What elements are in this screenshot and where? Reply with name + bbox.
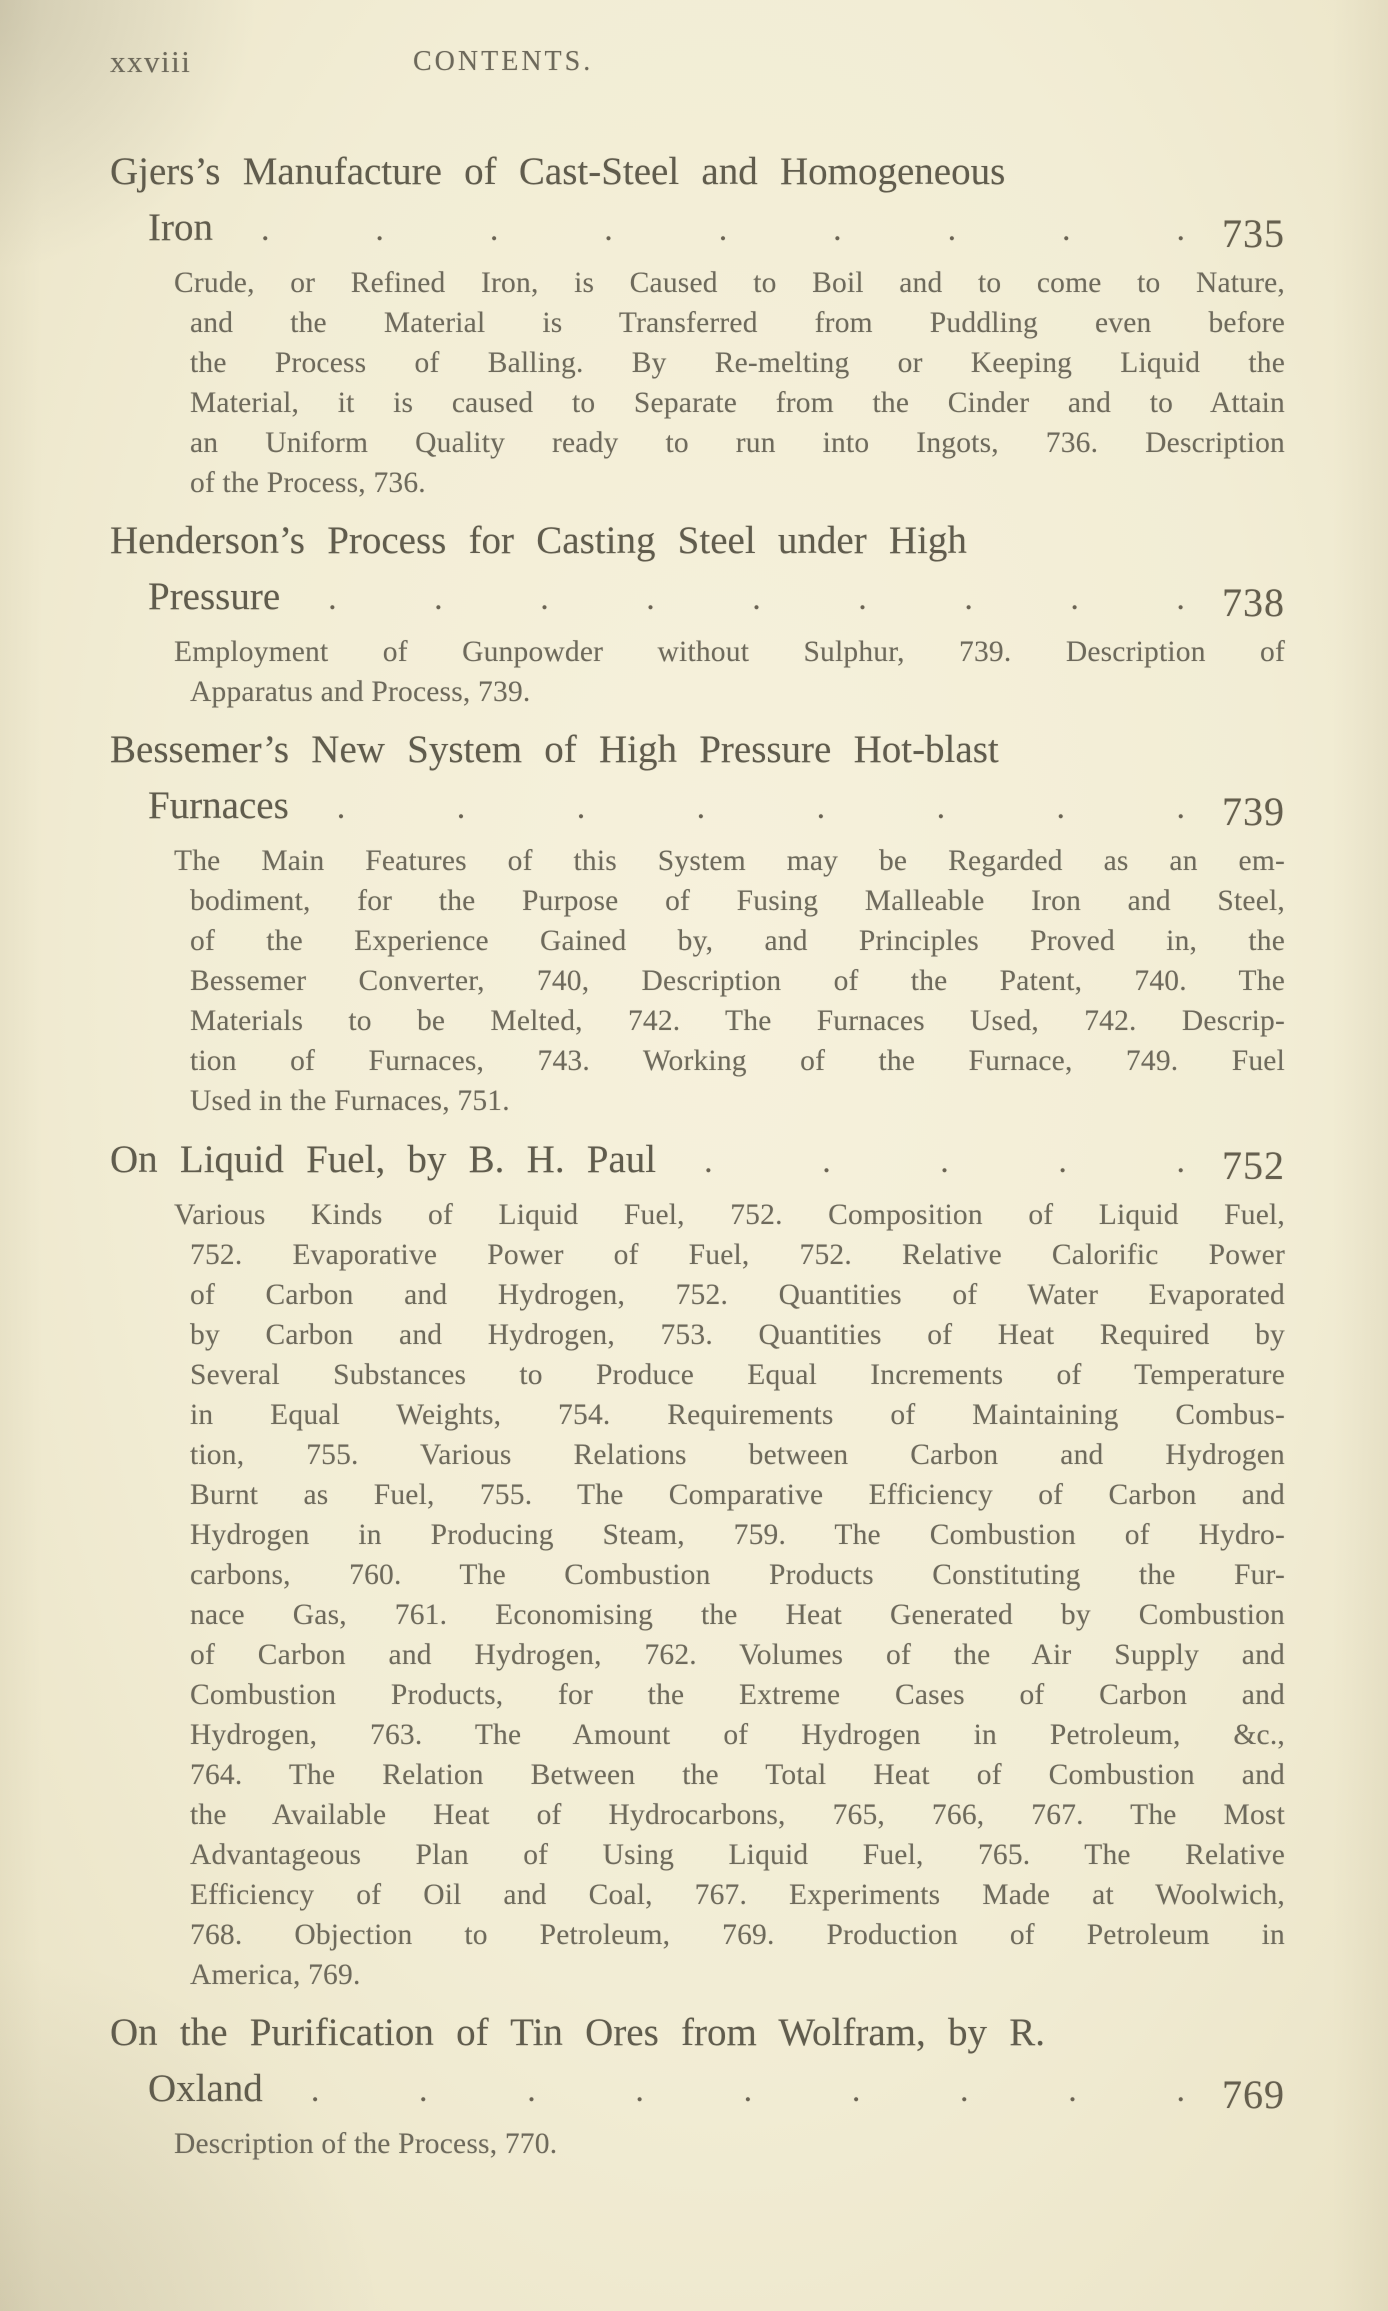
toc-entry [110,144,1285,503]
entry-page-number: 739 [1222,789,1285,834]
leader-dot: . [964,580,973,617]
entry-page-number: 752 [1222,1143,1285,1188]
entry-title-row [110,568,1285,626]
entry-summary [110,263,1285,503]
dot-leader [263,2063,1211,2118]
summary-line: Several Substances to Produce Equal Increments of Temperature [190,1359,1285,1391]
summary-line: Hydrogen in Producing Steam, 759. The Combustion of Hydro- [190,1519,1285,1551]
leader-dot: . [328,580,337,617]
leader-dot: . [833,211,842,248]
entry-summary [110,841,1285,1121]
leader-dot: . [1070,580,1079,617]
leader-dot: . [527,2072,536,2109]
entry-title-line: Gjers’s Manufacture of Cast-Steel and Homogeneous [110,150,1006,193]
entry-title-line: Bessemer’s New System of High Pressure Hot-blast [110,728,999,771]
entry-title-line: Pressure [148,575,281,618]
leader-dot: . [858,580,867,617]
page-content [110,42,1285,2164]
summary-line: in Equal Weights, 754. Requirements of Maintaining Combus- [190,1399,1285,1431]
summary-line: Description of the Process, 770. [174,2128,558,2160]
summary-line: by Carbon and Hydrogen, 753. Quantities of Heat Required by [190,1319,1285,1351]
leader-dot: . [456,789,466,826]
dot-leader [213,202,1211,257]
entry-title-row [110,199,1285,257]
entry-title-line: On the Purification of Tin Ores from Wolfram, by R. [110,2011,1045,2054]
leader-dot: . [419,2072,428,2109]
leader-dot: . [1176,580,1185,617]
leader-dot: . [375,211,384,248]
leader-dot: . [646,580,655,617]
leader-dot: . [576,789,586,826]
summary-line: 768. Objection to Petroleum, 769. Production of Petroleum in [190,1919,1285,1951]
leader-dot: . [1176,1143,1185,1180]
summary-line: Hydrogen, 763. The Amount of Hydrogen in Petroleum, &c., [190,1719,1285,1751]
summary-line: Burnt as Fuel, 755. The Comparative Efficiency of Carbon and [190,1479,1285,1511]
leader-dot: . [743,2072,753,2109]
leader-dot: . [336,789,346,826]
summary-line: tion of Furnaces, 743. Working of the Furnace, 749. Fuel [190,1045,1285,1077]
summary-line: Crude, or Refined Iron, is Caused to Boil and to come to Nature, [174,267,1285,299]
summary-line: Efficiency of Oil and Coal, 767. Experiments Made at Woolwich, [190,1879,1285,1911]
entry-summary [110,1195,1285,1995]
summary-line: 752. Evaporative Power of Fuel, 752. Relative Calorific Power [190,1239,1285,1271]
entry-title-row [110,2060,1285,2118]
entry-summary [110,2124,1285,2164]
entry-page-number: 738 [1222,580,1285,625]
summary-line: Materials to be Melted, 742. The Furnaces Used, 742. Descrip- [190,1005,1285,1037]
summary-line: Employment of Gunpowder without Sulphur, 739. Description of [174,636,1285,668]
summary-line: and the Material is Transferred from Puddling even before [190,307,1285,339]
entry-page-number: 769 [1222,2072,1285,2117]
summary-line: carbons, 760. The Combustion Products Constituting the Fur- [190,1559,1285,1591]
leader-dot: . [1176,2072,1185,2109]
summary-line: Bessemer Converter, 740, Description of the Patent, 740. The [190,965,1285,997]
leader-dot: . [704,1143,713,1180]
running-title: CONTENTS. [413,46,594,77]
summary-line: of the Process, 736. [190,467,426,499]
page-header [110,42,1285,82]
summary-line: Used in the Furnaces, 751. [190,1085,510,1117]
leader-dot: . [936,789,946,826]
leader-dot: . [489,211,499,248]
entry-title [110,722,1285,835]
leader-dot: . [696,789,706,826]
toc-entries [110,144,1285,2164]
leader-dot: . [1056,789,1066,826]
summary-line: of the Experience Gained by, and Principles Proved in, the [190,925,1285,957]
entry-title-row [110,777,1285,835]
summary-line: Material, it is caused to Separate from the Cinder and to Attain [190,387,1285,419]
summary-line: tion, 755. Various Relations between Carbon and Hydrogen [190,1439,1285,1471]
summary-line: of Carbon and Hydrogen, 762. Volumes of the Air Supply and [190,1639,1285,1671]
summary-line: Advantageous Plan of Using Liquid Fuel, 765. The Relative [190,1839,1285,1871]
leader-dot: . [822,1143,831,1180]
summary-line: nace Gas, 761. Economising the Heat Generated by Combustion [190,1599,1285,1631]
dot-leader [656,1134,1211,1189]
leader-dot: . [604,211,613,248]
leader-dot: . [434,580,443,617]
summary-line: Various Kinds of Liquid Fuel, 752. Composition of Liquid Fuel, [174,1199,1285,1231]
entry-title-line: On Liquid Fuel, by B. H. Paul [110,1138,657,1181]
dot-leader [280,571,1211,626]
leader-dot: . [851,2072,861,2109]
summary-line: Combustion Products, for the Extreme Cases of Carbon and [190,1679,1285,1711]
leader-dot: . [947,211,957,248]
leader-dot: . [1176,789,1185,826]
leader-dot: . [260,211,270,248]
leader-dot: . [1058,1143,1067,1180]
dot-leader [289,780,1211,835]
leader-dot: . [940,1143,949,1180]
leader-dot: . [1068,2072,1077,2109]
summary-line: bodiment, for the Purpose of Fusing Malleable Iron and Steel, [190,885,1285,917]
summary-line: of Carbon and Hydrogen, 752. Quantities of Water Evaporated [190,1279,1285,1311]
entry-title-line: Oxland [148,2067,263,2110]
summary-line: America, 769. [190,1959,361,1991]
entry-title-line: Iron [148,206,213,249]
leader-dot: . [752,580,761,617]
page-folio: xxviii [110,44,192,79]
leader-dot: . [310,2072,320,2109]
leader-dot: . [718,211,728,248]
summary-line: an Uniform Quality ready to run into Ingots, 736. Description [190,427,1285,459]
summary-line: the Process of Balling. By Re-melting or Keeping Liquid the [190,347,1285,379]
leader-dot: . [635,2072,644,2109]
entry-title-line: Furnaces [148,784,289,827]
summary-line: 764. The Relation Between the Total Heat of Combustion and [190,1759,1285,1791]
entry-title [110,513,1285,626]
leader-dot: . [960,2072,969,2109]
toc-entry [110,513,1285,712]
leader-dot: . [1062,211,1071,248]
leader-dot: . [540,580,549,617]
entry-title [110,1131,1285,1189]
leader-dot: . [1176,211,1185,248]
summary-line: the Available Heat of Hydrocarbons, 765, 766, 767. The Most [190,1799,1285,1831]
entry-title-row [110,1131,1285,1189]
entry-summary [110,632,1285,712]
toc-entry [110,722,1285,1121]
entry-title [110,2005,1285,2118]
summary-line: The Main Features of this System may be Regarded as an em- [174,845,1285,877]
leader-dot: . [816,789,826,826]
entry-title-line: Henderson’s Process for Casting Steel under High [110,519,967,562]
entry-page-number: 735 [1222,211,1285,256]
toc-entry [110,1131,1285,1995]
toc-entry [110,2005,1285,2164]
summary-line: Apparatus and Process, 739. [190,676,531,708]
entry-title [110,144,1285,257]
